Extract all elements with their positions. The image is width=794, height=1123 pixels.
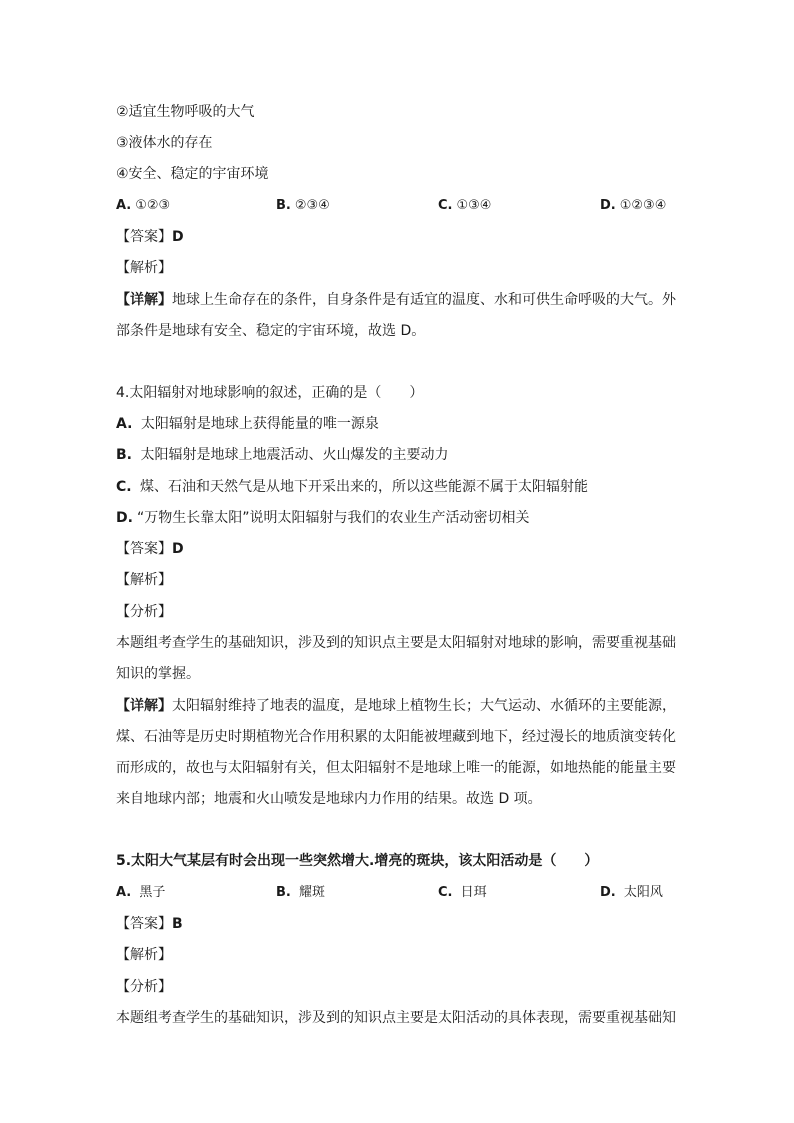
q5-analysis-label: 【解析】 <box>116 947 172 963</box>
q3-item-4: ④安全、稳定的宇宙环境 <box>116 166 269 182</box>
q5-option-a: A. 黑子 <box>116 885 166 900</box>
q3-option-b: B. ②③④ <box>276 198 330 213</box>
q3-detail-line-2: 部条件是地球有安全、稳定的宇宙环境，故选 D。 <box>116 323 426 339</box>
q4-analysis-label: 【解析】 <box>116 572 172 588</box>
q4-detail-line-2: 煤、石油等是历史时期植物光合作用积累的太阳能被埋藏到地下，经过漫长的地质演变转化 <box>116 729 676 745</box>
q4-answer: 【答案】D <box>116 541 184 557</box>
q4-option-b: B. 太阳辐射是地球上地震活动、火山爆发的主要动力 <box>116 447 449 463</box>
q5-option-c: C. 日珥 <box>438 885 487 900</box>
q3-option-a: A. ①②③ <box>116 198 171 213</box>
q5-option-b: B. 耀斑 <box>276 885 326 900</box>
q4-fenxi-line-2: 知识的掌握。 <box>116 666 200 682</box>
q4-option-a: A. 太阳辐射是地球上获得能量的唯一源泉 <box>116 416 379 432</box>
q3-option-c: C. ①③④ <box>438 198 492 213</box>
q5-fenxi-label: 【分析】 <box>116 979 172 995</box>
q3-item-3: ③液体水的存在 <box>116 135 213 151</box>
q5-option-d: D. 太阳风 <box>600 885 663 900</box>
q5-fenxi-line-1: 本题组考查学生的基础知识，涉及到的知识点主要是太阳活动的具体表现，需要重视基础知 <box>116 1010 676 1026</box>
q4-stem: 4.太阳辐射对地球影响的叙述，正确的是（ ） <box>116 385 424 401</box>
q5-answer: 【答案】B <box>116 916 183 932</box>
q4-fenxi-line-1: 本题组考查学生的基础知识，涉及到的知识点主要是太阳辐射对地球的影响，需要重视基础 <box>116 635 676 651</box>
q4-fenxi-label: 【分析】 <box>116 604 172 620</box>
q5-stem: 5.太阳大气某层有时会出现一些突然增大.增亮的斑块，该太阳活动是（ ） <box>116 853 599 869</box>
q3-answer: 【答案】D <box>116 229 184 245</box>
q3-analysis-label: 【解析】 <box>116 260 172 276</box>
q3-option-d: D. ①②③④ <box>600 198 667 213</box>
q4-option-c: C. 煤、石油和天然气是从地下开采出来的，所以这些能源不属于太阳辐射能 <box>116 479 589 495</box>
q3-detail-line-1: 【详解】地球上生命存在的条件，自身条件是有适宜的温度、水和可供生命呼吸的大气。外 <box>116 292 676 308</box>
q3-item-2: ②适宜生物呼吸的大气 <box>116 104 255 120</box>
q4-detail-line-3: 而形成的，故也与太阳辐射有关，但太阳辐射不是地球上唯一的能源，如地热能的能量主要 <box>116 760 676 776</box>
q4-option-d: D. “万物生长靠太阳”说明太阳辐射与我们的农业生产活动密切相关 <box>116 510 530 526</box>
q4-detail-line-1: 【详解】太阳辐射维持了地表的温度，是地球上植物生长；大气运动、水循环的主要能源， <box>116 698 676 714</box>
q4-detail-line-4: 来自地球内部；地震和火山喷发是地球内力作用的结果。故选 D 项。 <box>116 791 542 807</box>
